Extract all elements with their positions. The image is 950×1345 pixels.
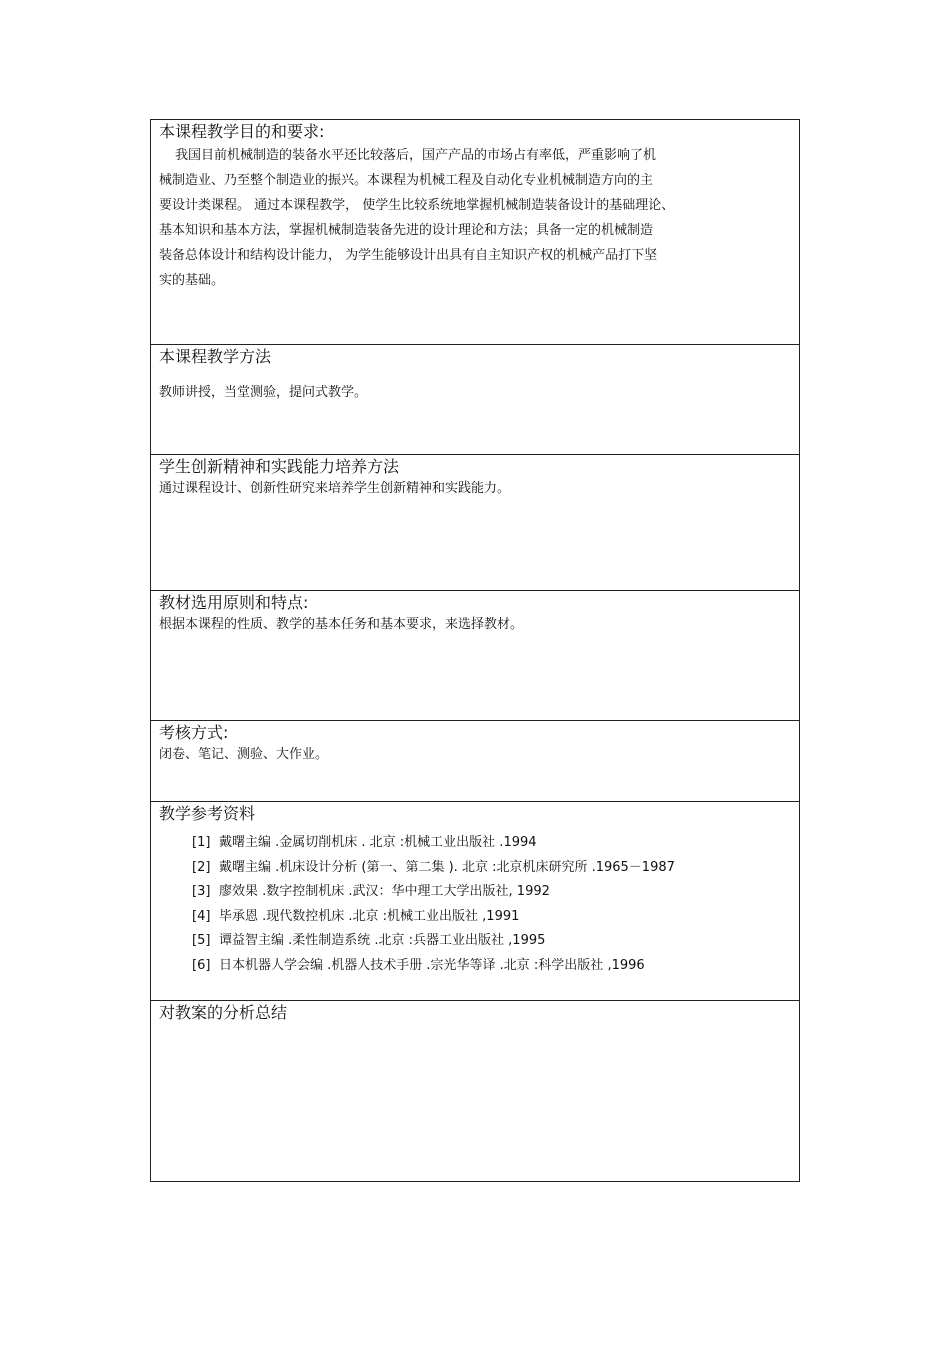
section-innovation-method <box>151 455 799 591</box>
text-line: 装备总体设计和结构设计能力， 为学生能够设计出具有自主知识产权的机械产品打下坚 <box>159 248 658 263</box>
reference-text: 毕承恩 .现代数控机床 .北京 :机械工业出版社 ,1991 <box>219 908 520 924</box>
reference-number: [6] <box>192 957 211 973</box>
text-line: 我国目前机械制造的装备水平还比较落后，国产产品的市场占有率低，严重影响了机 <box>175 148 657 163</box>
reference-item <box>192 856 799 881</box>
reference-item <box>192 954 799 979</box>
text-line: 基本知识和基本方法，掌握机械制造装备先进的设计理论和方法；具备一定的机械制造 <box>159 223 654 238</box>
section-objectives <box>151 120 799 345</box>
reference-item <box>192 929 799 954</box>
reference-number: [5] <box>192 933 211 948</box>
reference-item <box>192 880 799 905</box>
reference-number: [1] <box>192 835 211 850</box>
section-body: 闭卷、笔记、测验、大作业。 <box>159 747 329 762</box>
reference-number: [2] <box>192 859 211 875</box>
reference-item <box>192 831 799 856</box>
section-body: 教师讲授，当堂测验，提问式教学。 <box>159 385 368 400</box>
section-title: 本课程教学目的和要求: <box>159 122 325 141</box>
reference-text: 廖效果 .数字控制机床 .武汉：华中理工大学出版社, 1992 <box>219 884 550 899</box>
section-title: 教学参考资料 <box>159 804 256 823</box>
section-body: 根据本课程的性质、教学的基本任务和基本要求，来选择教材。 <box>159 617 524 632</box>
section-title: 本课程教学方法 <box>159 347 272 366</box>
section-title: 考核方式: <box>159 723 229 742</box>
objectives-text <box>159 143 799 293</box>
reference-number: [4] <box>192 908 211 924</box>
section-teaching-method <box>151 345 799 455</box>
section-summary <box>151 1001 799 1181</box>
section-title: 教材选用原则和特点: <box>159 593 309 612</box>
reference-text: 戴曙主编 .机床设计分析 (第一、第二集 ). 北京 :北京机床研究所 .1965－1987 <box>219 859 675 875</box>
text-line: 要设计类课程。 通过本课程教学， 使学生比较系统地掌握机械制造装备设计的基础理论、 <box>159 198 675 213</box>
section-body: 通过课程设计、创新性研究来培养学生创新精神和实践能力。 <box>159 481 511 496</box>
section-title: 对教案的分析总结 <box>159 1003 288 1022</box>
reference-text: 戴曙主编 .金属切削机床 . 北京 :机械工业出版社 .1994 <box>219 835 537 850</box>
reference-number: [3] <box>192 884 211 899</box>
text-line: 械制造业、乃至整个制造业的振兴。本课程为机械工程及自动化专业机械制造方向的主 <box>159 173 654 188</box>
section-textbook-selection <box>151 591 799 721</box>
section-references <box>151 802 799 1001</box>
reference-list <box>159 831 799 978</box>
lesson-plan-table <box>150 119 800 1182</box>
section-title: 学生创新精神和实践能力培养方法 <box>159 457 400 476</box>
reference-text: 谭益智主编 .柔性制造系统 .北京 :兵器工业出版社 ,1995 <box>219 933 546 948</box>
section-assessment <box>151 721 799 802</box>
text-line: 实的基础。 <box>159 273 225 288</box>
reference-text: 日本机器人学会编 .机器人技术手册 .宗光华等译 .北京 :科学出版社 ,1996 <box>219 957 645 973</box>
reference-item <box>192 905 799 930</box>
